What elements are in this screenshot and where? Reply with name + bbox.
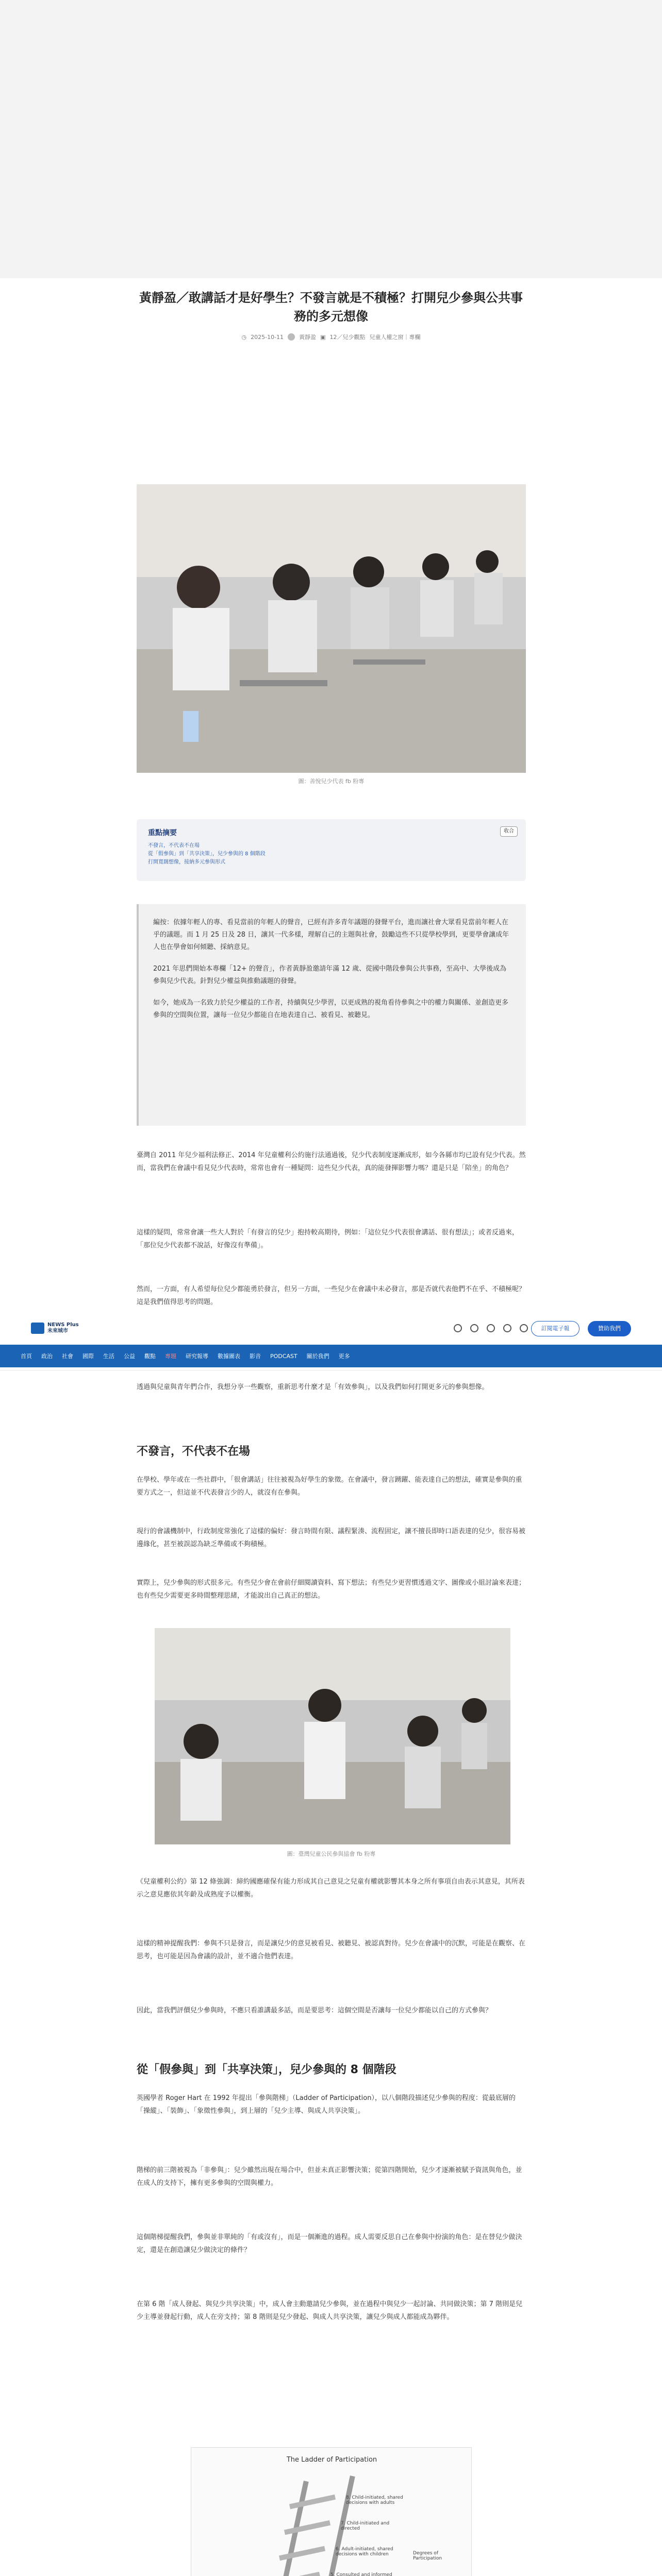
article-title: 黃靜盈／敢講話才是好學生？不發言就是不積極？打開兒少參與公共事務的多元想像 (139, 291, 523, 324)
line-icon[interactable] (503, 1324, 511, 1332)
summary-item[interactable]: 從「假參與」到「共享決策」，兒少參與的 8 個階段 (148, 851, 266, 857)
facebook-icon[interactable] (454, 1324, 462, 1332)
navbar-top-row (0, 1314, 662, 1345)
menu-item[interactable]: PODCAST (270, 1352, 297, 1360)
article-meta (134, 333, 528, 341)
instagram-icon[interactable] (470, 1324, 478, 1332)
ladder-level-label: 7. Child-initiated and directed (341, 2521, 390, 2531)
main-menu (0, 1345, 662, 1367)
rss-icon[interactable] (520, 1324, 528, 1332)
menu-item[interactable]: 生活 (103, 1353, 114, 1360)
ladder-rung (289, 2495, 336, 2509)
menu-item[interactable]: 數據圖表 (218, 1353, 240, 1360)
key-summary-box (137, 819, 526, 881)
body-paragraph: 在學校、學年或在一些社群中，「很會講話」往往被視為好學生的象徵。在會議中，發言踴躍、能表達自己的想法，確實是參與的重要方式之一，但這並不代表發言少的人，就沒有在參與。 (137, 1476, 522, 1497)
workshop-photo (155, 1628, 510, 1844)
body-paragraph: 階梯的前三階被視為「非參與」：兒少雖然出現在場合中，但並未真正影響決策；從第四階開始，兒少才逐漸被賦予資訊與角色，並在成人的支持下，擁有更多參與的空間與權力。 (137, 2166, 522, 2187)
folder-icon: ▣ (320, 333, 326, 341)
body-paragraph: 英國學者 Roger Hart 在 1992 年提出「參與階梯」（Ladder of Participation），以八個階段描述兒少參與的程度：從最底層的「操縱」、「裝飾」、「象徵性參與」，到上層的「兒少主導、與成人共享決策」。 (137, 2094, 516, 2115)
editor-note-paragraph: 如今，她成為一名致力於兒少權益的工作者，持續與兒少學習，以更成熟的視角看待參與之中的權力與關係、並創造更多參與的空間與位置，讓每一位兒少都能自在地表達自己、被看見、被聽見。 (153, 999, 509, 1019)
summary-title: 重點摘要 (148, 829, 177, 837)
author-avatar (288, 333, 295, 341)
body-paragraph: 這樣的疑問，常常會讓一些大人對於「有發言的兒少」抱持較高期待，例如：「這位兒少代表很會講話、很有想法」；或者反過來，「那位兒少代表都不說話，好像沒有準備」。 (137, 1229, 519, 1249)
menu-item[interactable]: 研究報導 (186, 1353, 208, 1360)
top-banner-area (0, 0, 662, 278)
editor-note-paragraph: 2021 年思們開始本專欄「12+ 的聲音」，作者黃靜盈邀請年滿 12 歲、從國中階段參與公共事務，至高中、大學後成為參與兒少代表。針對兒少權益與推動議題的發聲。 (153, 965, 507, 985)
section-heading: 從「假參與」到「共享決策」，兒少參與的 8 個階段 (137, 2063, 396, 2076)
logo-mark-icon (31, 1323, 44, 1334)
body-paragraph: 這樣的精神提醒我們：參與不只是發言，而是讓兒少的意見被看見、被聽見、被認真對待。兒少在會議中的沉默，可能是在觀察、在思考，也可能是因為會議的設計，並不適合他們表達。 (137, 1940, 526, 1960)
editor-note-paragraph: 編按：依據年輕人的專、看見當前的年輕人的聲音，已經有許多青年議題的發聲平台，進而讓社會大眾看見當前年輕人在乎的議題。而 1 月 25 日及 28 日，讓其一代多樣，理解自己的主題與社會，鼓勵這些不只從學校學到，更要學會讓成年人也在學會如何傾聽、採納意見。 (153, 919, 509, 951)
article-header (134, 289, 528, 341)
ladder-of-participation-figure (191, 2447, 472, 2576)
logo-line-2: 未來城市 (47, 1328, 68, 1334)
article-author[interactable]: 黃靜盈 (299, 334, 317, 341)
menu-item[interactable]: 觀點 (144, 1353, 156, 1360)
menu-item[interactable]: 社會 (62, 1353, 73, 1360)
hero-caption: 圖：善悅兒少代表 fb 粉專 (298, 778, 365, 785)
logo-line-1: NEWS Plus (47, 1322, 79, 1328)
workshop-photo-drawing (155, 1628, 510, 1844)
ladder-rung (274, 2572, 320, 2576)
ladder-rung (284, 2520, 330, 2535)
ladder-title: The Ladder of Participation (286, 2456, 377, 2464)
subscribe-button[interactable]: 訂閱電子報 (531, 1321, 580, 1336)
menu-item[interactable]: 關於我們 (306, 1353, 329, 1360)
menu-item[interactable]: 影音 (250, 1353, 261, 1360)
site-logo[interactable] (31, 1320, 80, 1336)
menu-item[interactable]: 國際 (82, 1353, 94, 1360)
menu-item[interactable]: 公益 (124, 1353, 135, 1360)
hero-photo-drawing (137, 484, 526, 773)
menu-item[interactable]: 首頁 (21, 1353, 32, 1360)
ladder-level-label: 8. Child-initiated, shared decisions with adults (346, 2495, 403, 2505)
article-category[interactable]: 12／兒少觀點 (329, 334, 366, 341)
body-paragraph: 實際上，兒少參與的形式很多元。有些兒少會在會前仔細閱讀資料、寫下想法；有些兒少更習慣透過文字、圖像或小組討論來表達；也有些兒少需要更多時間整理思緒，才能說出自己真正的想法。 (137, 1579, 526, 1600)
body-paragraph: 在第 6 階「成人發起、與兒少共享決策」中，成人會主動邀請兒少參與，並在過程中與兒少一起討論、共同做決策；第 7 階則是兒少主導並發起行動，成人在旁支持；第 8 階則是兒少發起、與成人共享決策，讓兒少與成人都能成為夥伴。 (137, 2300, 523, 2321)
youtube-icon[interactable] (487, 1324, 495, 1332)
section-heading: 不發言，不代表不在場 (137, 1445, 251, 1458)
ladder-level-label: 6. Adult-initiated, shared decisions with children (336, 2547, 393, 2557)
summary-item[interactable]: 打開寬闊想像，接納多元參與形式 (148, 859, 225, 865)
menu-item[interactable]: 政治 (41, 1353, 53, 1360)
body-paragraph: 現行的會議機制中，行政制度常強化了這樣的偏好：發言時間有限、議程緊湊、流程固定，讓不擅長即時口語表達的兒少，很容易被邊緣化，甚至被誤認為缺乏準備或不夠積極。 (137, 1528, 526, 1548)
ladder-degrees-label: Degrees of Participation (413, 2551, 442, 2561)
body-paragraph: 臺灣自 2011 年兒少福利法修正、2014 年兒童權利公約施行法通過後，兒少代表制度逐漸成形，如今各縣市均已設有兒少代表。然而，當我們在會議中看見兒少代表時，常常也會有一種疑問：這些兒少代表，真的能發揮影響力嗎？還是只是「陪坐」的角色？ (137, 1151, 526, 1172)
ladder-level-label: 5. Consulted and informed (330, 2572, 392, 2576)
donate-button[interactable]: 贊助我們 (588, 1321, 631, 1336)
hero-photo (137, 484, 526, 773)
workshop-caption: 圖：臺灣兒童公民參與協會 fb 粉專 (287, 1851, 376, 1857)
menu-item[interactable]: 更多 (338, 1353, 350, 1360)
body-paragraph: 《兒童權利公約》第 12 條強調：締約國應確保有能力形成其自己意見之兒童有權就影響其本身之所有事項自由表示其意見，其所表示之意見應依其年齡及成熟度予以權衡。 (137, 1878, 525, 1899)
sticky-navbar (0, 1314, 662, 1370)
editor-note (137, 904, 526, 1126)
ladder-rung (279, 2546, 325, 2561)
summary-toggle-button[interactable]: 收合 (500, 826, 518, 837)
summary-item[interactable]: 不發言，不代表不在場 (148, 843, 200, 849)
body-paragraph: 然而，一方面，有人希望每位兒少都能勇於發言，但另一方面，一些兒少在會議中未必發言，那是否就代表他們不在乎、不積極呢？這是我們值得思考的問題。 (137, 1285, 526, 1306)
body-paragraph: 因此，當我們評價兒少參與時，不應只看誰講最多話，而是要思考：這個空間是否讓每一位兒少都能以自己的方式參與？ (137, 2007, 492, 2014)
body-paragraph: 透過與兒童與青年們合作，我想分享一些觀察，重新思考什麼才是「有效參與」，以及我們如何打開更多元的參與想像。 (137, 1383, 489, 1391)
article-date: 2025-10-11 (251, 333, 284, 341)
article-tags[interactable]: 兒童人權之窗｜專欄 (369, 334, 421, 341)
menu-item-highlight[interactable]: 專題 (165, 1353, 176, 1360)
body-paragraph: 這個階梯提醒我們，參與並非單純的「有或沒有」，而是一個漸進的過程。成人需要反思自己在參與中扮演的角色：是在替兒少做決定，還是在創造讓兒少做決定的條件？ (137, 2233, 522, 2254)
calendar-icon: ◷ (241, 333, 247, 341)
